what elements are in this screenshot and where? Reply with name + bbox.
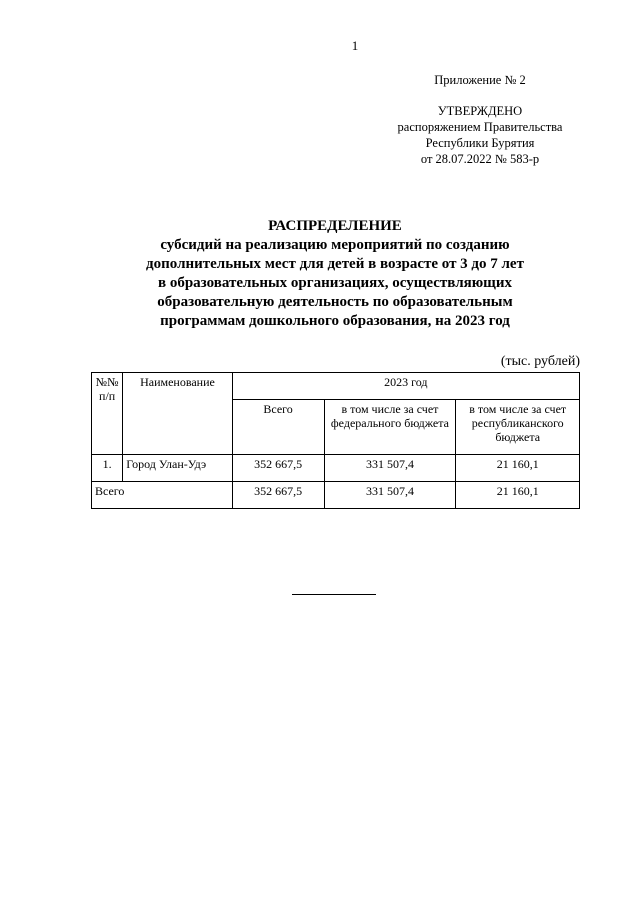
row-name: Город Улан-Удэ — [123, 455, 232, 482]
title-line: дополнительных мест для детей в возрасте от 3 до 7 лет — [146, 256, 524, 272]
title-line: в образовательных организациях, осуществляющих — [157, 275, 512, 291]
header-republic: в том числе за счет республиканского бюджета — [456, 400, 580, 455]
approval-line: распоряжением Правительства — [397, 120, 563, 134]
table-total-row — [92, 482, 580, 509]
title-line: программам дошкольного образования, на 2023 год — [160, 313, 510, 329]
header-year: 2023 год — [232, 373, 579, 400]
approval-line: Республики Бурятия — [425, 136, 535, 150]
end-divider-line — [292, 594, 376, 595]
header-total: Всего — [232, 400, 324, 455]
subsidy-table — [91, 372, 580, 509]
row-republic: 21 160,1 — [456, 455, 580, 482]
page-number: 1 — [351, 38, 359, 53]
approval-line: УТВЕРЖДЕНО — [437, 104, 523, 118]
total-sum: 352 667,5 — [232, 482, 324, 509]
appendix-label: Приложение № 2 — [434, 73, 526, 87]
row-federal: 331 507,4 — [324, 455, 456, 482]
approval-date-line: от 28.07.2022 № 583-р — [420, 152, 540, 166]
title-line: образовательную деятельность по образовательным — [157, 294, 513, 310]
total-federal: 331 507,4 — [324, 482, 456, 509]
table-header-row — [92, 373, 580, 400]
approval-block — [380, 103, 580, 167]
units-label: (тыс. рублей) — [500, 354, 580, 369]
total-label: Всего — [92, 482, 233, 509]
title-heading: РАСПРЕДЕЛЕНИЕ — [268, 218, 402, 234]
title-line: субсидий на реализацию мероприятий по созданию — [160, 237, 510, 253]
header-num: №№ п/п — [92, 373, 123, 455]
table-row — [92, 455, 580, 482]
header-name: Наименование — [123, 373, 232, 455]
row-total: 352 667,5 — [232, 455, 324, 482]
total-republic: 21 160,1 — [456, 482, 580, 509]
document-title — [80, 217, 590, 331]
header-federal: в том числе за счет федерального бюджета — [324, 400, 456, 455]
row-num: 1. — [92, 455, 123, 482]
